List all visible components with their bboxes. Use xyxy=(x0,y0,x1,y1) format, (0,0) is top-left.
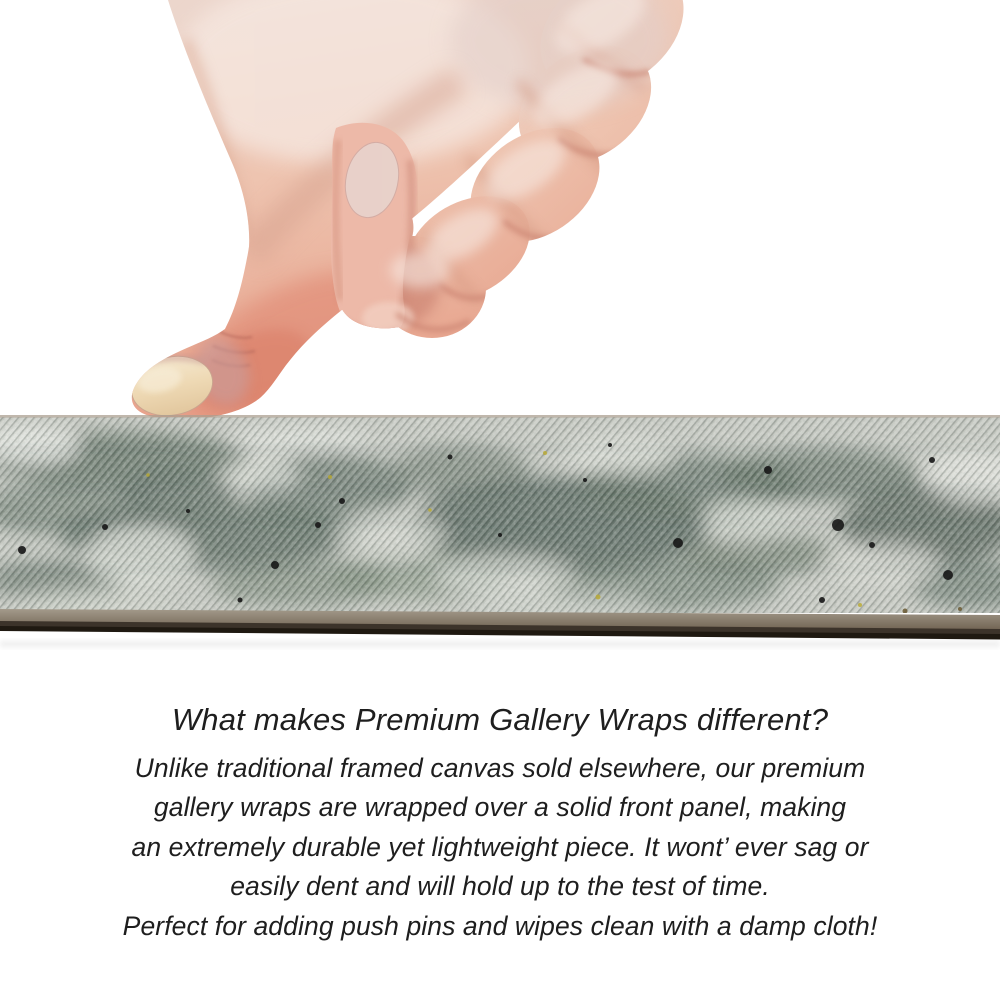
canvas-bottom-edge xyxy=(0,609,1000,647)
hand-shading xyxy=(126,0,670,445)
description-line: gallery wraps are wrapped over a solid front panel, making xyxy=(153,792,847,823)
gallery-wraps-copy xyxy=(0,701,1000,946)
gallery-wraps-description xyxy=(0,749,1000,947)
description-line: Perfect for adding push pins and wipes clean with a damp cloth! xyxy=(122,910,878,941)
curled-index-finger xyxy=(331,123,417,336)
gallery-wraps-heading: What makes Premium Gallery Wraps different? xyxy=(171,702,829,737)
description-line: Unlike traditional framed canvas sold elsewhere, our premium xyxy=(134,752,866,783)
description-line: an extremely durable yet lightweight piece. It wont’ ever sag or xyxy=(131,831,869,862)
description-line: easily dent and will hold up to the test of time. xyxy=(230,871,770,902)
hand-pressing-thumb-image xyxy=(0,0,1000,445)
canvas-texture xyxy=(0,415,1000,621)
canvas-edge-strip-image xyxy=(0,415,1000,651)
